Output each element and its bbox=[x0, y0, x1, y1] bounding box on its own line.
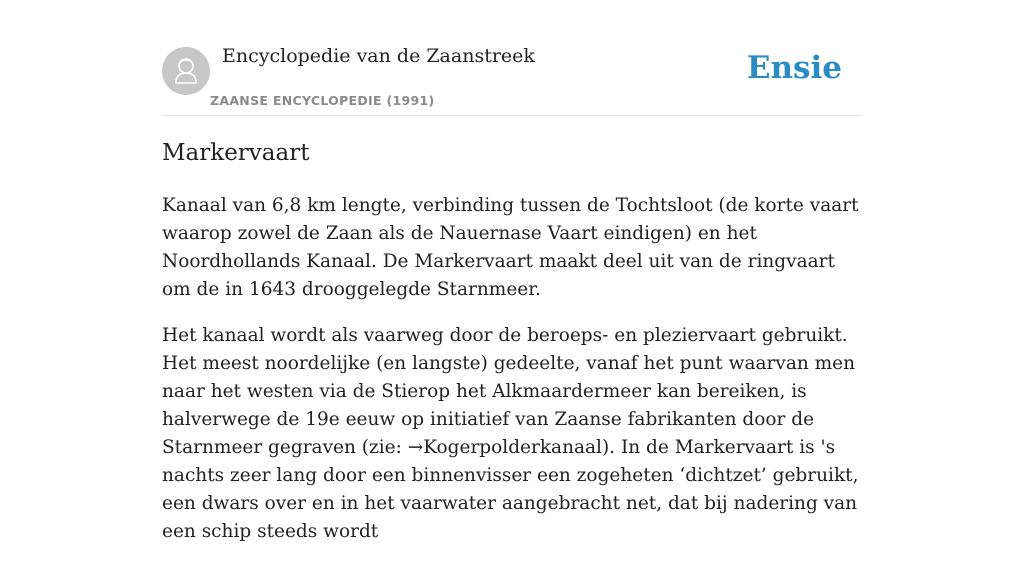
brand-logo[interactable]: Ensie bbox=[746, 50, 842, 86]
article-title: Markervaart bbox=[162, 140, 310, 166]
page bbox=[162, 0, 862, 542]
avatar[interactable] bbox=[162, 47, 210, 95]
person-icon bbox=[162, 47, 210, 95]
paragraph-text: Het kanaal wordt als vaarweg door de beroeps- en pleziervaart gebruikt. Het meest noordelijke (en langste) gedeelte, vanaf het punt waarvan men naar het westen via de Stierop het Alkmaardermeer kan bereiken, is halverwege de 19e eeuw op initiatief van Zaanse fabrikanten door de Starnmeer gegraven (zie: bbox=[162, 325, 856, 458]
encyclopedia-subtitle: ZAANSE ENCYCLOPEDIE (1991) bbox=[210, 93, 435, 108]
article-body bbox=[162, 192, 862, 564]
header bbox=[162, 0, 862, 116]
article-paragraph: Kanaal van 6,8 km lengte, verbinding tussen de Tochtsloot (de korte vaart waarop zowel de Zaan als de Nauernase Vaart eindigen) en het Noordhollands Kanaal. De Markervaart maakt deel uit van de ringvaart om de in 1643 drooggelegde Starnmeer. bbox=[162, 195, 859, 300]
encyclopedia-title[interactable]: Encyclopedie van de Zaanstreek bbox=[222, 45, 535, 67]
paragraph-text: ). In de Markervaart is 's nachts zeer lang door een binnenvisser een zogeheten ‘dichtzet’ gebruikt, een dwars over en in het vaarwater aangebracht net, dat bij nadering van een schip steeds wordt bbox=[162, 437, 859, 542]
cross-reference-link[interactable]: →Kogerpolderkanaal bbox=[407, 437, 602, 458]
article-paragraph bbox=[162, 322, 862, 546]
